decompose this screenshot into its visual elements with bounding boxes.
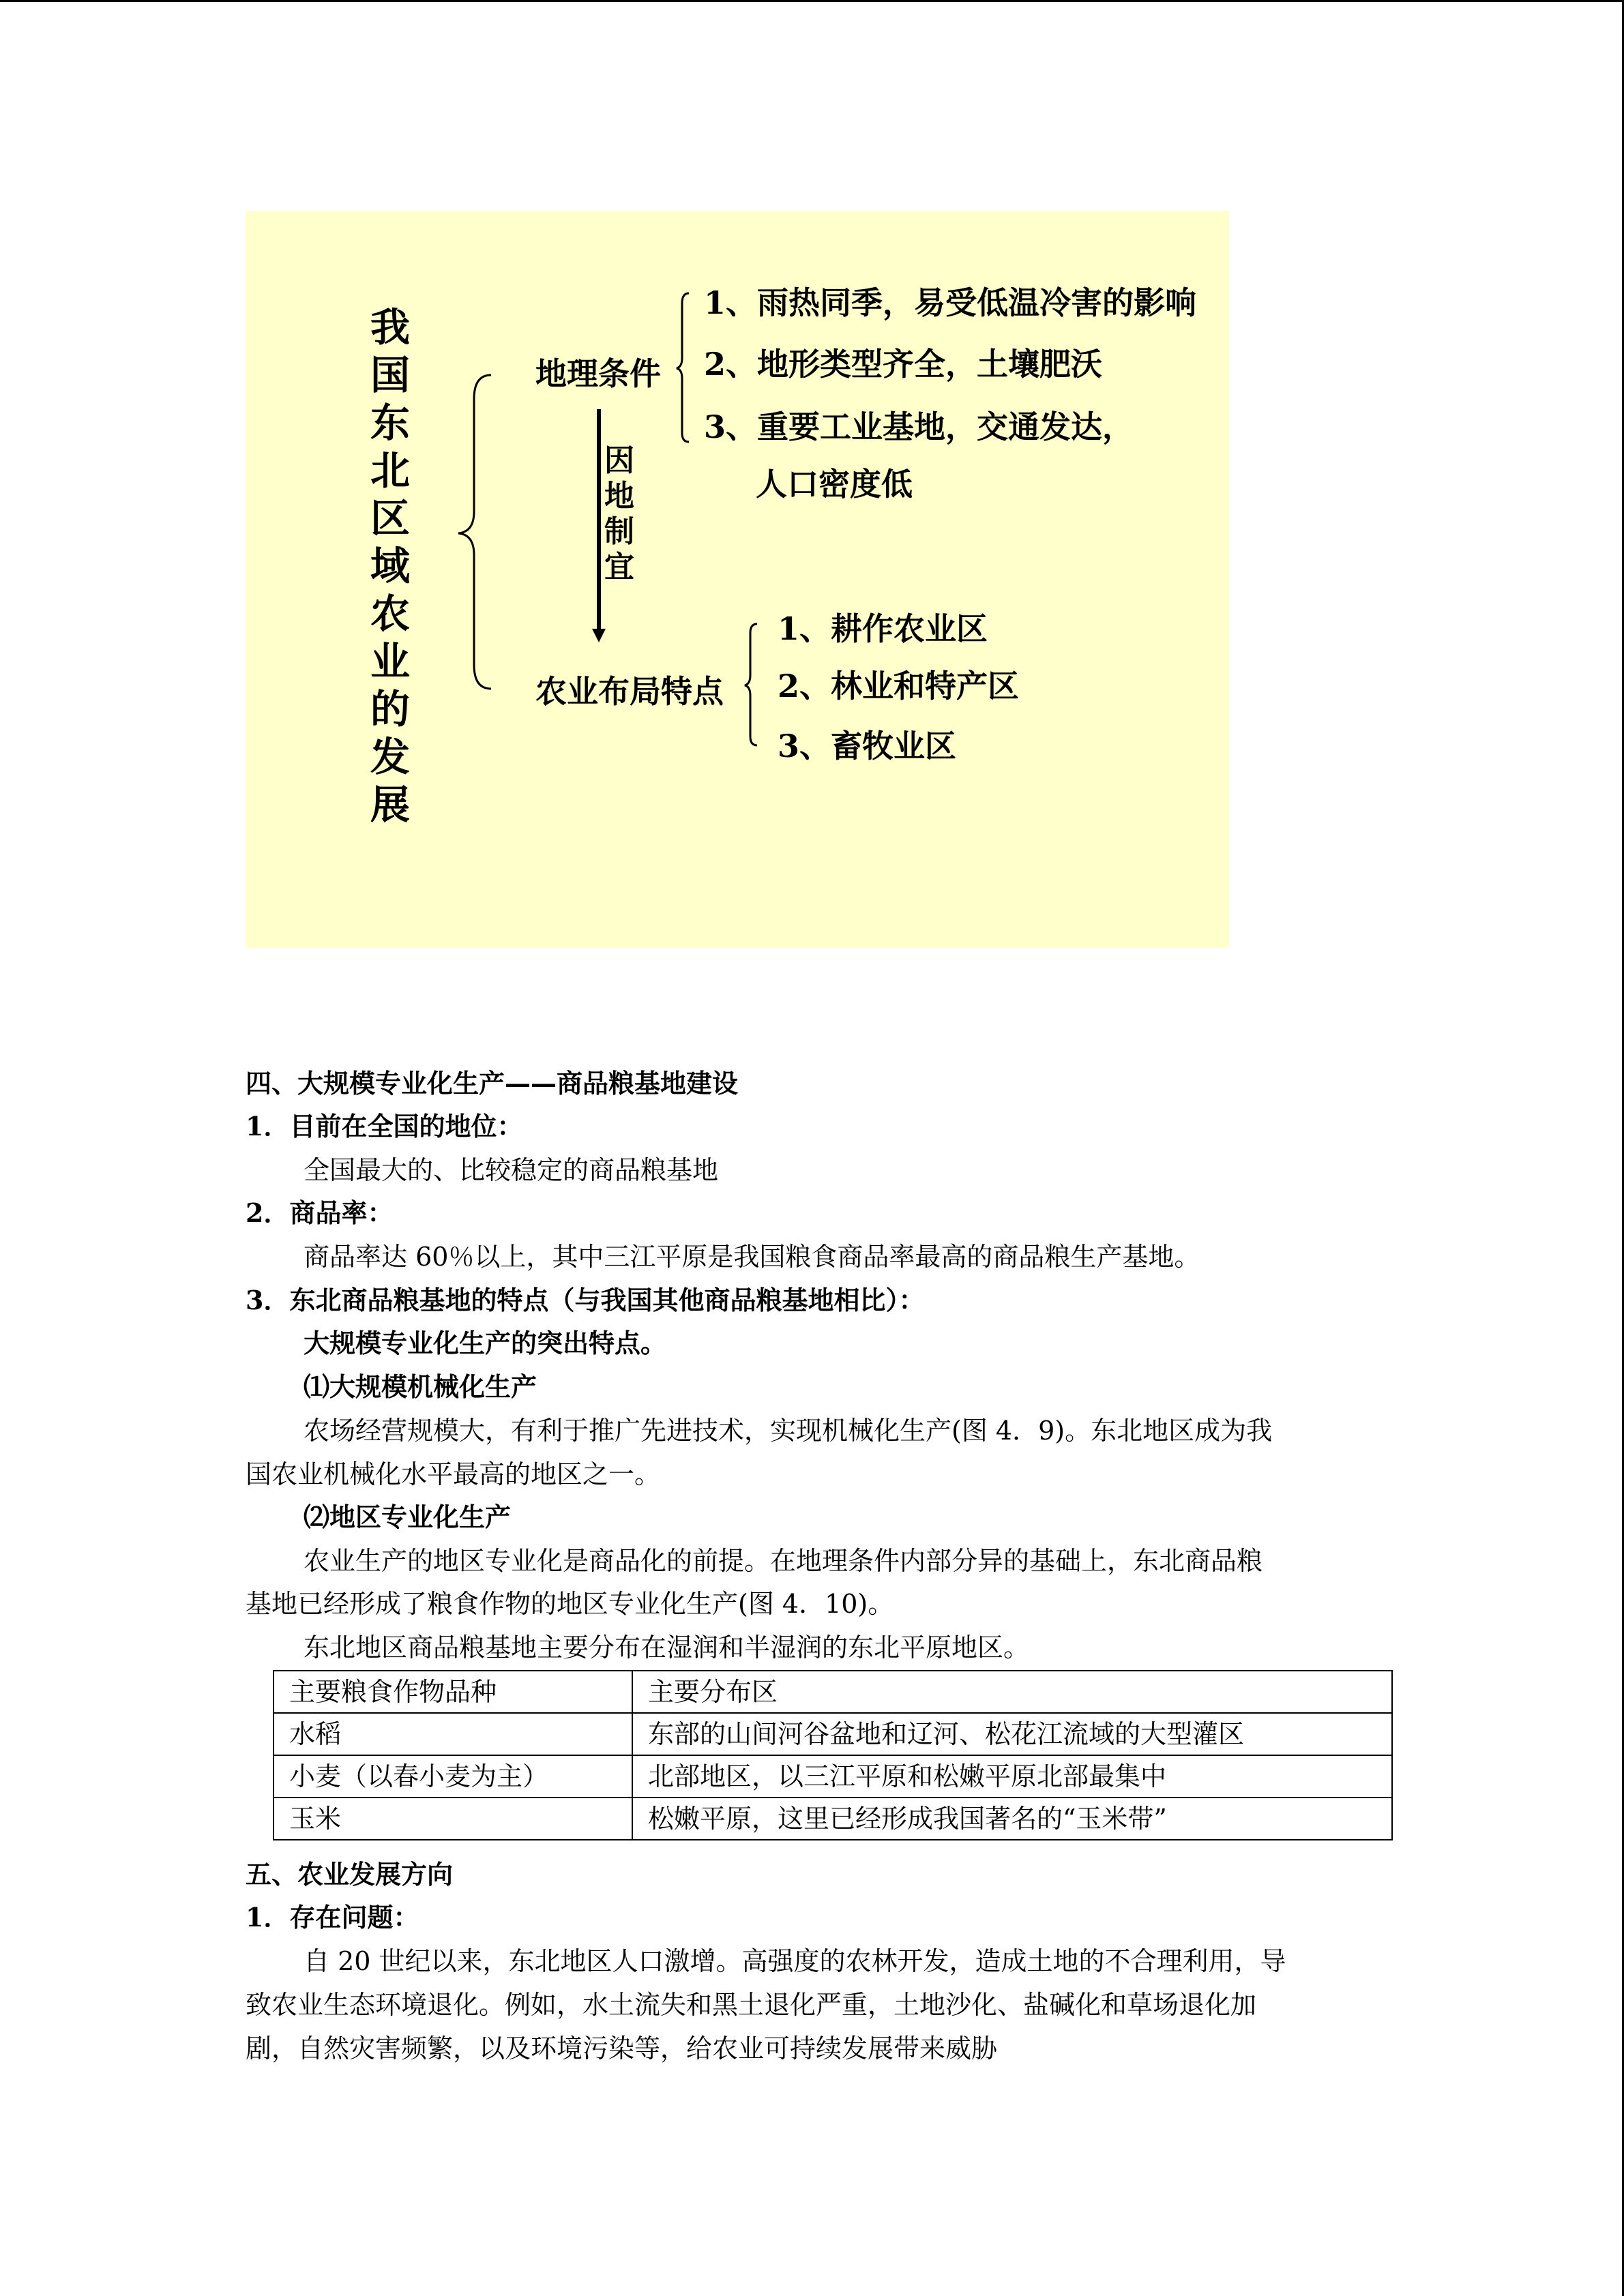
section4-item2-title: 2．商品率： xyxy=(246,1197,394,1228)
branch-geography-label: 地理条件 xyxy=(535,355,661,392)
branch-layout-label: 农业布局特点 xyxy=(535,673,724,710)
table-cell-crop: 玉米 xyxy=(274,1798,632,1840)
table-row xyxy=(274,1755,1392,1798)
concept-diagram xyxy=(246,211,1229,948)
table-cell-region: 松嫩平原，这里已经形成我国著名的“玉米带” xyxy=(632,1798,1392,1840)
section5-line1: 自 20 世纪以来，东北地区人口激增。高强度的农林开发，造成土地的不合理利用，导 xyxy=(304,1946,1286,1976)
table-header-crop: 主要粮食作物品种 xyxy=(274,1671,632,1713)
geography-item-1: 1、雨热同季，易受低温冷害的影响 xyxy=(704,284,1197,321)
point2-line1: 农业生产的地区专业化是商品化的前提。在地理条件内部分异的基础上，东北商品粮 xyxy=(304,1546,1263,1576)
section4-item3-title: 3．东北商品粮基地的特点（与我国其他商品粮基地相比）： xyxy=(246,1285,925,1315)
point2-line2: 基地已经形成了粮食作物的地区专业化生产(图 4．10)。 xyxy=(246,1589,894,1619)
section4-item3-sub: 大规模专业化生产的突出特点。 xyxy=(304,1328,667,1358)
section5-line3: 剧，自然灾害频繁，以及环境污染等，给农业可持续发展带来威胁 xyxy=(246,2033,998,2063)
section5-line2: 致农业生态环境退化。例如，水土流失和黑土退化严重，土地沙化、盐碱化和草场退化加 xyxy=(246,1990,1257,2020)
geography-item-3-cont: 人口密度低 xyxy=(756,466,913,503)
geography-item-2: 2、地形类型齐全，土壤肥沃 xyxy=(704,346,1103,383)
point2-title: ⑵地区专业化生产 xyxy=(304,1502,512,1532)
table-header-row xyxy=(274,1671,1392,1713)
section4-heading: 四、大规模专业化生产——商品粮基地建设 xyxy=(246,1068,739,1099)
point1-title: ⑴大规模机械化生产 xyxy=(304,1371,537,1402)
point1-line2: 国农业机械化水平最高的地区之一。 xyxy=(246,1459,661,1489)
table-cell-region: 北部地区，以三江平原和松嫩平原北部最集中 xyxy=(632,1755,1392,1798)
page-border-top xyxy=(0,0,1624,2)
section4-item1-title: 1．目前在全国的地位： xyxy=(246,1111,523,1142)
diagram-title: 我国东北区域农业的发展 xyxy=(370,304,410,828)
table-row xyxy=(274,1713,1392,1755)
section5-item1-title: 1．存在问题： xyxy=(246,1902,419,1933)
geography-item-3: 3、重要工业基地，交通发达， xyxy=(704,408,1134,445)
table-cell-crop: 水稻 xyxy=(274,1713,632,1755)
point2-line3: 东北地区商品粮基地主要分布在湿润和半湿润的东北平原地区。 xyxy=(304,1632,1030,1663)
section4-item1-text: 全国最大的、比较稳定的商品粮基地 xyxy=(304,1155,719,1185)
table-cell-crop: 小麦（以春小麦为主） xyxy=(274,1755,632,1798)
table-cell-region: 东部的山间河谷盆地和辽河、松花江流域的大型灌区 xyxy=(632,1713,1392,1755)
layout-item-3: 3、畜牧业区 xyxy=(778,728,957,764)
section5-heading: 五、农业发展方向 xyxy=(246,1859,454,1890)
section4-item2-text: 商品率达 60％以上，其中三江平原是我国粮食商品率最高的商品粮生产基地。 xyxy=(304,1242,1200,1272)
point1-line1: 农场经营规模大，有利于推广先进技术，实现机械化生产(图 4．9)。东北地区成为我 xyxy=(304,1416,1273,1446)
layout-item-1: 1、耕作农业区 xyxy=(778,610,988,647)
crop-distribution-table xyxy=(273,1670,1393,1840)
layout-item-2: 2、林业和特产区 xyxy=(778,668,1020,704)
table-header-region: 主要分布区 xyxy=(632,1671,1392,1713)
arrow-label: 因地制宜 xyxy=(604,443,634,584)
table-row xyxy=(274,1798,1392,1840)
